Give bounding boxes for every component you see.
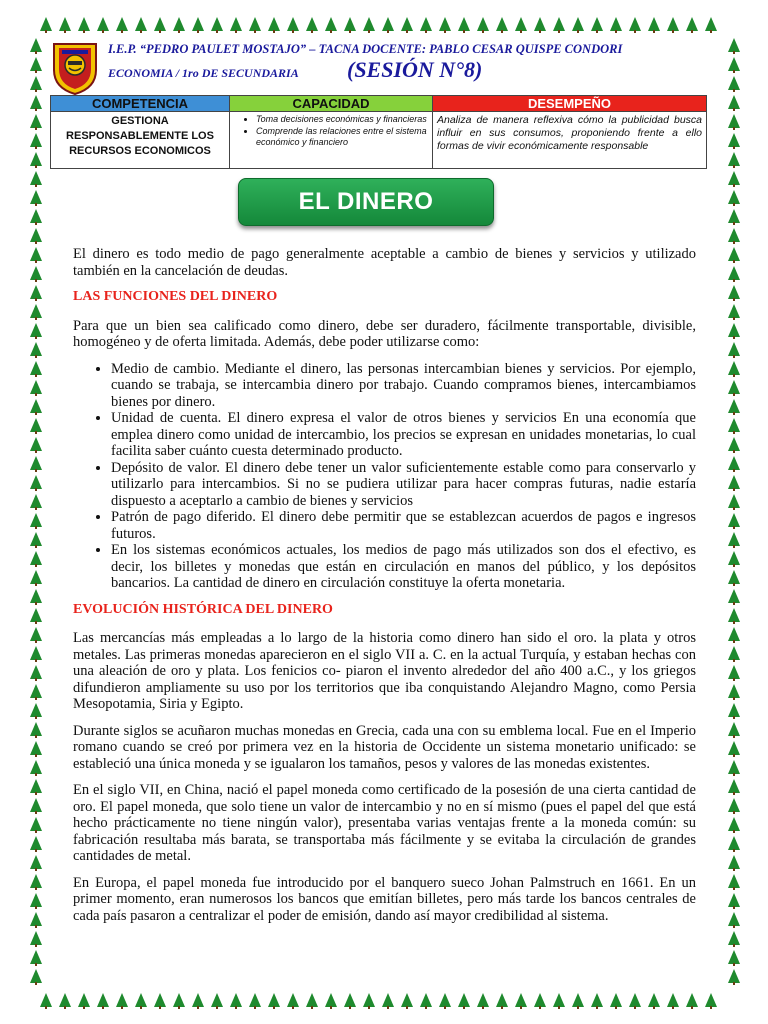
capacidad-item: • Toma decisiones económicas y financieras: [256, 114, 428, 125]
school-teacher-line: I.E.P. “PEDRO PAULET MOSTAJO” – TACNA DOCENTE: PABLO CESAR QUISPE CONDORI: [108, 42, 623, 56]
main-content: [73, 246, 696, 934]
capacidad-cell: [230, 112, 433, 169]
header-capacidad: CAPACIDAD: [230, 96, 433, 112]
paragraph: En Europa, el papel moneda fue introducido por el banquero sueco Johan Palmstruch en 1661. En un primer momento, eran numerosos los bancos que emitían billetes, pero más tarde los bancos centrales de cada país pasaron a centralizar el poder de emisión, dando así mayor credibilidad al sistema.: [73, 874, 696, 924]
functions-list: [73, 361, 696, 592]
course-line: ECONOMIA / 1ro DE SECUNDARIA: [108, 66, 299, 80]
session-number: (SESIÓN N°8): [347, 57, 483, 82]
list-item: • En los sistemas económicos actuales, los medios de pago más utilizados son dos el efectivo, es decir, los billetes y monedas que están en circulación en manos del público, y los depósitos bancarios. La cantidad de dinero en circulación constituye la oferta monetaria.: [111, 542, 696, 592]
section-heading-evolucion: EVOLUCIÓN HISTÓRICA DEL DINERO: [73, 601, 333, 617]
title-banner: [238, 178, 494, 226]
paragraph: En el siglo VII, en China, nació el papel moneda como certificado de la posesión de una cierta cantidad de oro. El papel moneda, que solo tiene un valor de intercambio y no en sí mismo (pues el papel del que está hecho prácticamente no tiene ningún valor), presentaba varias ventajas frente a la moneda común: su fabricación resultaba más barata, se transportaba más fácilmente y se evitaba la circulación de grandes cantidades de metal.: [73, 782, 696, 864]
header-competencia: COMPETENCIA: [51, 96, 230, 112]
section-heading-funciones: LAS FUNCIONES DEL DINERO: [73, 289, 278, 304]
list-item: • Medio de cambio. Mediante el dinero, las personas intercambian bienes y servicios. Por ejemplo, cuando se trabaja, se intercambia dinero por trabajo. Cuando compramos bienes, intercambiamos bienes por dinero.: [111, 361, 696, 411]
intro-paragraph: El dinero es todo medio de pago generalmente aceptable a cambio de bienes y servicios y utilizado también en la cancelación de deudas.: [73, 246, 696, 279]
desempeno-cell: Analiza de manera reflexiva cómo la publicidad busca influir en sus consumos, proponiendo frente a ello formas de vivir económicamente responsable: [433, 112, 707, 169]
school-logo: [50, 40, 100, 96]
paragraph: Durante siglos se acuñaron muchas monedas en Grecia, cada una con su emblema local. Fue en el Imperio romano cuando se creó por primera vez en la historia de Occidente un sistema monetario unificado: se estableció una única moneda y se igualaron los tamaños, pesos y valores de las monedas existentes.: [73, 722, 696, 772]
page-title: EL DINERO: [298, 188, 434, 215]
competencia-cell: GESTIONA RESPONSABLEMENTE LOS RECURSOS ECONOMICOS: [51, 112, 230, 169]
header-desempeno: DESEMPEÑO: [433, 96, 707, 112]
list-item: • Unidad de cuenta. El dinero expresa el valor de otros bienes y servicios En una economía que emplea dinero como unidad de intercambio, los precios se expresan en unidades monetarias, lo cual facilita saber cuánto cuesta determinado producto.: [111, 410, 696, 460]
paragraph: Para que un bien sea calificado como dinero, debe ser duradero, fácilmente transportable, divisible, homogéneo y de oferta limitada. Además, debe poder utilizarse como:: [73, 317, 696, 350]
paragraph: Las mercancías más empleadas a lo largo de la historia como dinero han sido el oro. la plata y otros metales. Las primeras monedas aparecieron en el siglo VII a. C. en la actual Turquía, y estaban hechas con una aleación de oro y plata. Los fenicios co- piaron el invento alrededor del año 400 a.C., y los griegos difundieron ampliamente su uso por los territorios que iba conquistando Alejandro Magno, como Persia Mesopotamia, Siria y Egipto.: [73, 630, 696, 712]
capacidad-item: • Comprende las relaciones entre el sistema económico y financiero: [256, 126, 428, 148]
list-item: • Depósito de valor. El dinero debe tener un valor suficientemente estable como para conservarlo y utilizarlo para intercambios. Si no se pudiera utilizar para hacer compras futuras, nadie estaría dispuesto a aceptarlo a cambio de bienes y servicios: [111, 460, 696, 510]
list-item: • Patrón de pago diferido. El dinero debe permitir que se establezcan acuerdos de pagos e ingresos futuros.: [111, 509, 696, 542]
competency-table: [50, 95, 707, 169]
